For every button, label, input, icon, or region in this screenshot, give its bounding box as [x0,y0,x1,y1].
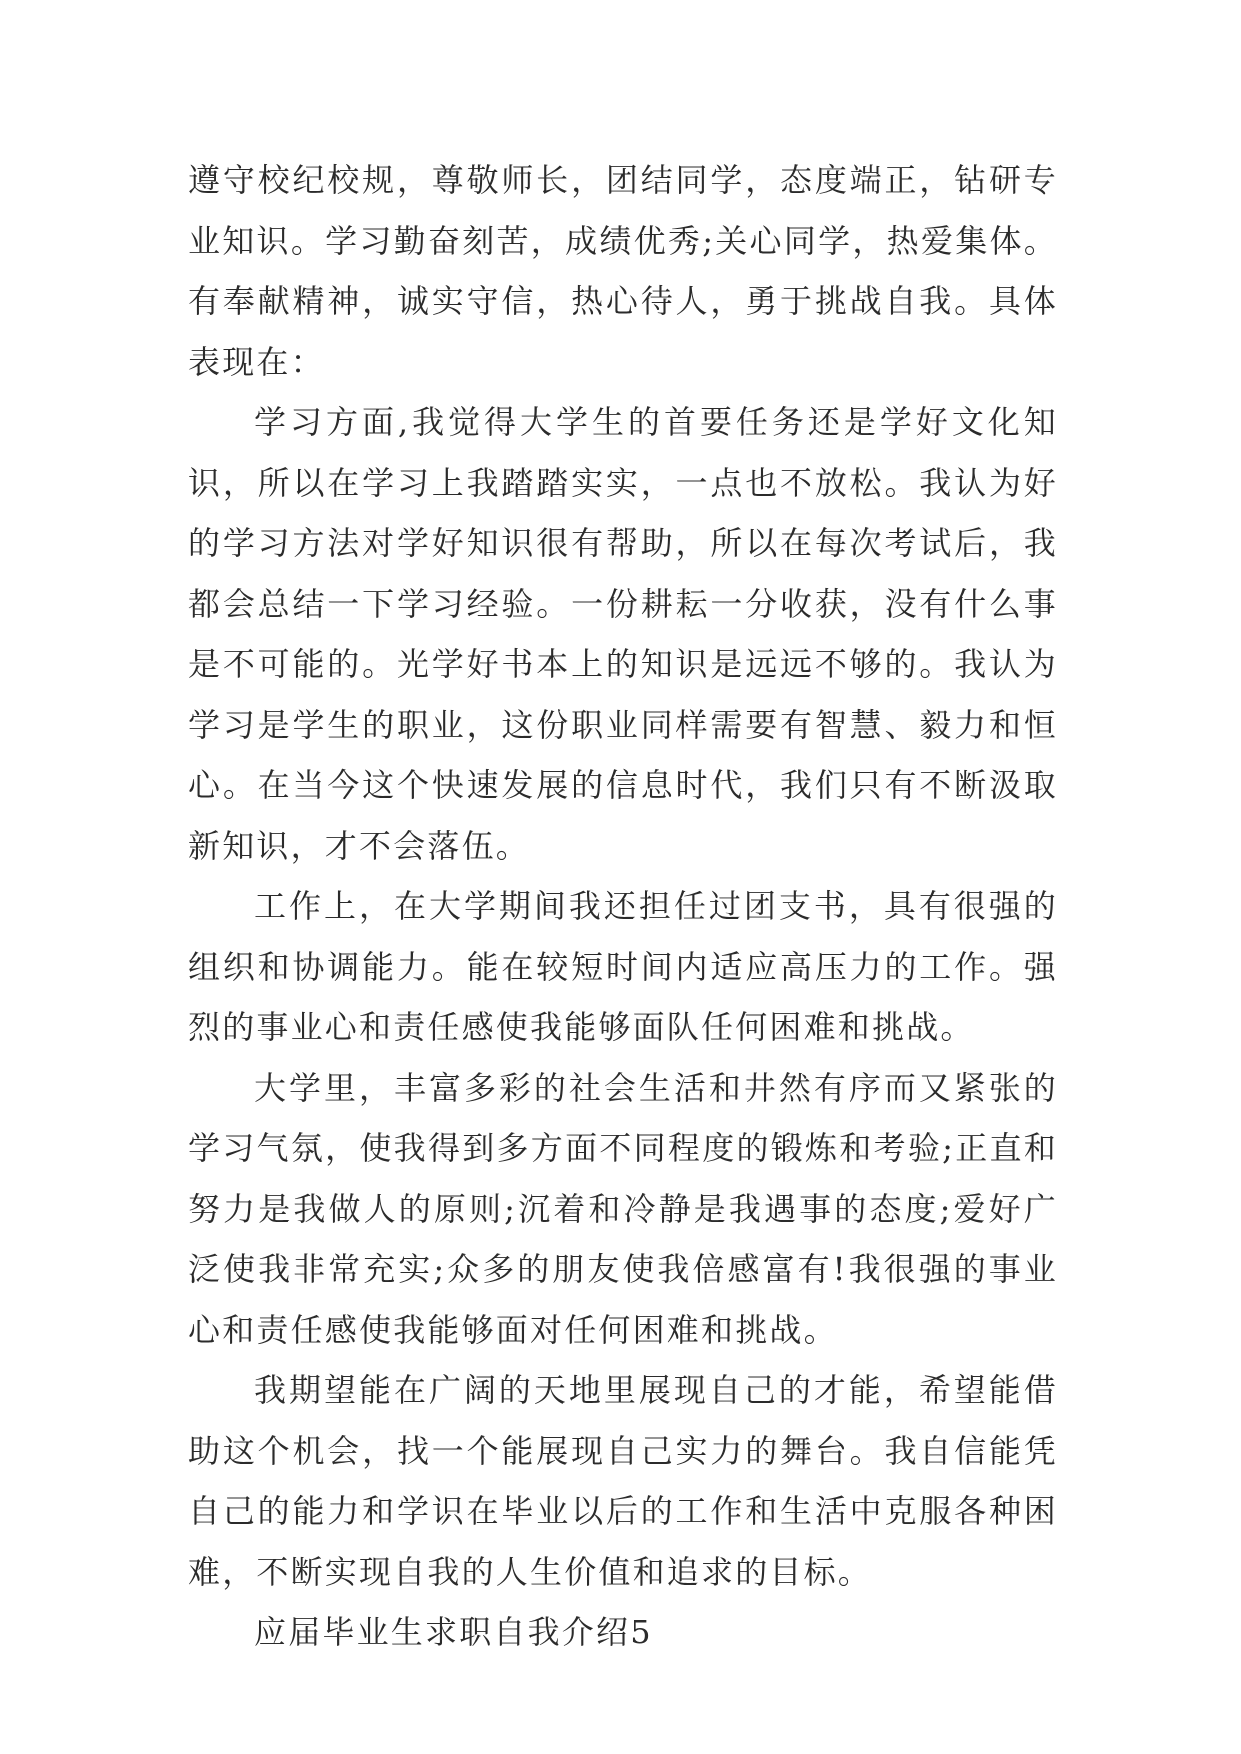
paragraph-continuation: 遵守校纪校规，尊敬师长，团结同学，态度端正，钻研专业知识。学习勤奋刻苦，成绩优秀;关心同学，热爱集体。有奉献精神，诚实守信，热心待人，勇于挑战自我。具体表现在： [188,161,1058,381]
paragraph-expectation: 我期望能在广阔的天地里展现自己的才能，希望能借助这个机会，找一个能展现自己实力的舞台。我自信能凭自己的能力和学识在毕业以后的工作和生活中克服各种困难，不断实现自我的人生价值和追求的目标。 [188,1371,1058,1591]
paragraph-work: 工作上，在大学期间我还担任过团支书，具有很强的组织和协调能力。能在较短时间内适应高压力的工作。强烈的事业心和责任感使我能够面队任何困难和挑战。 [188,887,1058,1046]
section-heading: 应届毕业生求职自我介绍5 [254,1613,653,1651]
paragraph-study: 学习方面,我觉得大学生的首要任务还是学好文化知识，所以在学习上我踏踏实实，一点也不放松。我认为好的学习方法对学好知识很有帮助，所以在每次考试后，我都会总结一下学习经验。一份耕耘一分收获，没有什么事是不可能的。光学好书本上的知识是远远不够的。我认为学习是学生的职业，这份职业同样需要有智慧、毅力和恒心。在当今这个快速发展的信息时代，我们只有不断汲取新知识，才不会落伍。 [188,403,1058,865]
paragraph-university-life: 大学里，丰富多彩的社会生活和井然有序而又紧张的学习气氛，使我得到多方面不同程度的锻炼和考验;正直和努力是我做人的原则;沉着和冷静是我遇事的态度;爱好广泛使我非常充实;众多的朋友使我倍感富有!我很强的事业心和责任感使我能够面对任何困难和挑战。 [188,1068,1058,1349]
document-body [188,150,1058,1663]
